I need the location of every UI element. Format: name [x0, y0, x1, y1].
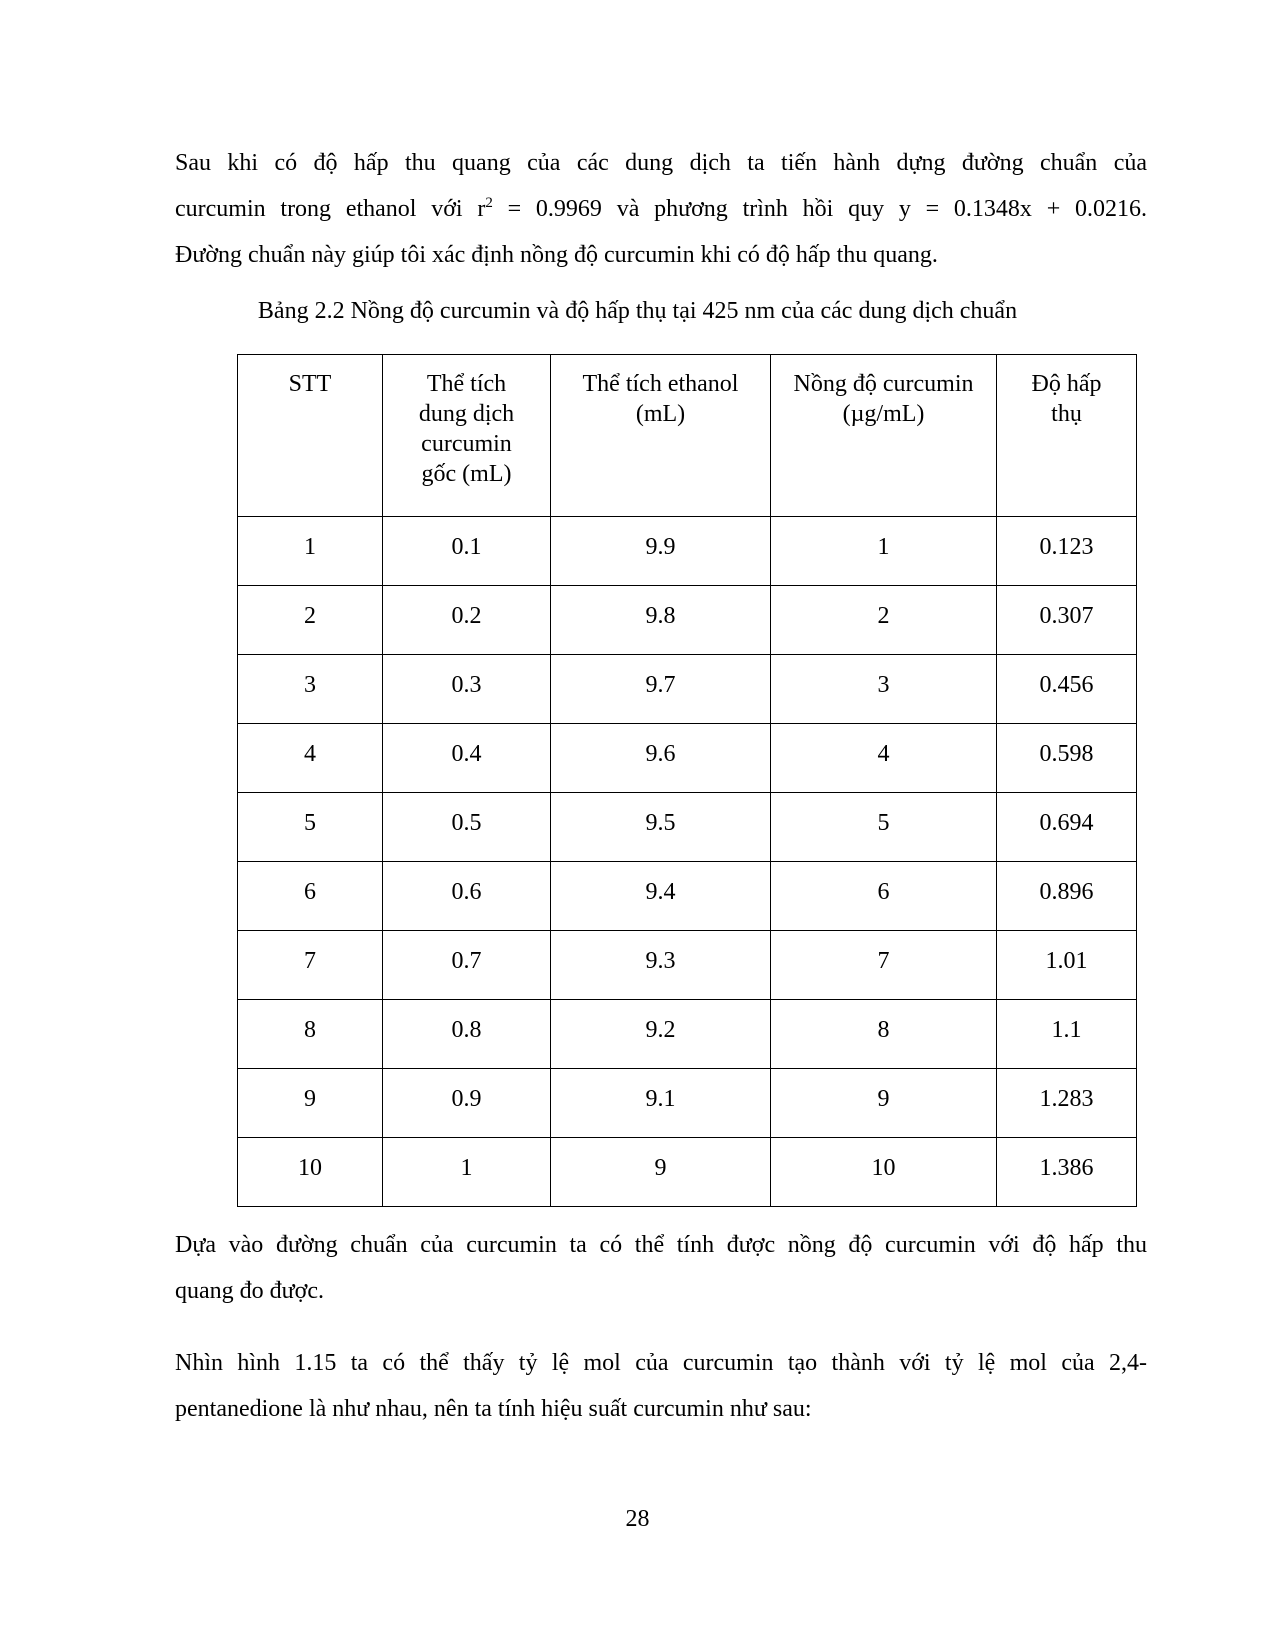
cell-ethanol-volume: 9.9 — [551, 517, 771, 586]
header-stock-volume-line: dung dịch — [418, 401, 515, 427]
cell-absorbance: 1.01 — [997, 931, 1137, 1000]
table-row — [238, 517, 1137, 586]
table-row — [238, 586, 1137, 655]
cell-stock-volume: 0.3 — [383, 655, 551, 724]
calibration-line-2: quang đo được. — [175, 1278, 325, 1304]
cell-absorbance: 0.456 — [997, 655, 1137, 724]
table-row — [238, 1069, 1137, 1138]
header-stock-volume-line: curcumin — [421, 431, 512, 457]
intro-line-2-text: curcumin trong ethanol với r — [175, 196, 486, 222]
header-absorbance-line: thụ — [1051, 401, 1082, 427]
header-concentration-line: Nồng độ curcumin — [793, 371, 974, 397]
intro-line-2-equation: = 0.9969 và phương trình hồi quy y = 0.1348x + 0.0216. — [492, 196, 1147, 222]
calibration-paragraph — [175, 1222, 1147, 1314]
cell-stock-volume: 0.4 — [383, 724, 551, 793]
intro-line-3: Đường chuẩn này giúp tôi xác định nồng độ curcumin khi có độ hấp thu quang. — [175, 242, 938, 268]
cell-absorbance: 0.598 — [997, 724, 1137, 793]
yield-paragraph — [175, 1340, 1147, 1432]
cell-stt: 6 — [238, 862, 383, 931]
cell-concentration: 5 — [771, 793, 997, 862]
cell-stt: 10 — [238, 1138, 383, 1207]
cell-stt: 1 — [238, 517, 383, 586]
table-row — [238, 1138, 1137, 1207]
yield-line-1: Nhìn hình 1.15 ta có thể thấy tỷ lệ mol của curcumin tạo thành với tỷ lệ mol của 2,4- — [175, 1350, 1147, 1376]
cell-stock-volume: 0.8 — [383, 1000, 551, 1069]
page-number: 28 — [625, 1506, 650, 1532]
header-ethanol-volume-line: Thể tích ethanol — [582, 371, 739, 397]
cell-stock-volume: 0.9 — [383, 1069, 551, 1138]
cell-stock-volume: 0.2 — [383, 586, 551, 655]
header-stock-volume-line: gốc (mL) — [421, 461, 512, 487]
header-ethanol-volume — [551, 355, 771, 517]
table-caption: Bảng 2.2 Nồng độ curcumin và độ hấp thụ tại 425 nm của các dung dịch chuẩn — [257, 298, 1018, 324]
cell-ethanol-volume: 9.6 — [551, 724, 771, 793]
cell-stt: 7 — [238, 931, 383, 1000]
cell-absorbance: 1.283 — [997, 1069, 1137, 1138]
calibration-line-1: Dựa vào đường chuẩn của curcumin ta có thể tính được nồng độ curcumin với độ hấp thu — [175, 1232, 1147, 1258]
header-concentration-line: (µg/mL) — [842, 401, 925, 427]
cell-ethanol-volume: 9.1 — [551, 1069, 771, 1138]
header-stock-volume — [383, 355, 551, 517]
yield-line-2: pentanedione là như nhau, nên ta tính hiệu suất curcumin như sau: — [175, 1396, 812, 1422]
table-row — [238, 931, 1137, 1000]
cell-stt: 3 — [238, 655, 383, 724]
cell-ethanol-volume: 9.3 — [551, 931, 771, 1000]
intro-line-1: Sau khi có độ hấp thu quang của các dung dịch ta tiến hành dựng đường chuẩn của — [175, 150, 1147, 176]
cell-stock-volume: 0.5 — [383, 793, 551, 862]
cell-ethanol-volume: 9.8 — [551, 586, 771, 655]
r-squared-superscript: 2 — [485, 195, 493, 211]
intro-paragraph — [175, 140, 1147, 278]
header-concentration — [771, 355, 997, 517]
header-absorbance — [997, 355, 1137, 517]
table-header-row — [238, 355, 1137, 517]
cell-concentration: 3 — [771, 655, 997, 724]
cell-stock-volume: 0.6 — [383, 862, 551, 931]
header-ethanol-volume-line: (mL) — [635, 401, 686, 427]
header-stock-volume-line: Thể tích — [426, 371, 507, 397]
cell-ethanol-volume: 9.5 — [551, 793, 771, 862]
cell-absorbance: 0.123 — [997, 517, 1137, 586]
cell-absorbance: 1.386 — [997, 1138, 1137, 1207]
calibration-table — [237, 354, 1137, 1207]
header-stt: STT — [238, 355, 383, 517]
cell-ethanol-volume: 9.7 — [551, 655, 771, 724]
cell-stt: 5 — [238, 793, 383, 862]
table-row — [238, 793, 1137, 862]
cell-concentration: 2 — [771, 586, 997, 655]
cell-concentration: 7 — [771, 931, 997, 1000]
cell-ethanol-volume: 9 — [551, 1138, 771, 1207]
cell-stock-volume: 0.7 — [383, 931, 551, 1000]
table-row — [238, 655, 1137, 724]
cell-concentration: 9 — [771, 1069, 997, 1138]
cell-stt: 4 — [238, 724, 383, 793]
table-body — [238, 517, 1137, 1207]
cell-ethanol-volume: 9.2 — [551, 1000, 771, 1069]
cell-concentration: 8 — [771, 1000, 997, 1069]
cell-stock-volume: 0.1 — [383, 517, 551, 586]
cell-concentration: 4 — [771, 724, 997, 793]
table-row — [238, 1000, 1137, 1069]
cell-absorbance: 0.694 — [997, 793, 1137, 862]
cell-stt: 2 — [238, 586, 383, 655]
table-row — [238, 862, 1137, 931]
header-absorbance-line: Độ hấp — [1031, 371, 1102, 397]
table-row — [238, 724, 1137, 793]
intro-line-2 — [175, 186, 1147, 232]
cell-concentration: 6 — [771, 862, 997, 931]
cell-absorbance: 1.1 — [997, 1000, 1137, 1069]
cell-ethanol-volume: 9.4 — [551, 862, 771, 931]
cell-stt: 8 — [238, 1000, 383, 1069]
cell-stt: 9 — [238, 1069, 383, 1138]
cell-concentration: 10 — [771, 1138, 997, 1207]
cell-absorbance: 0.896 — [997, 862, 1137, 931]
cell-absorbance: 0.307 — [997, 586, 1137, 655]
cell-concentration: 1 — [771, 517, 997, 586]
cell-stock-volume: 1 — [383, 1138, 551, 1207]
